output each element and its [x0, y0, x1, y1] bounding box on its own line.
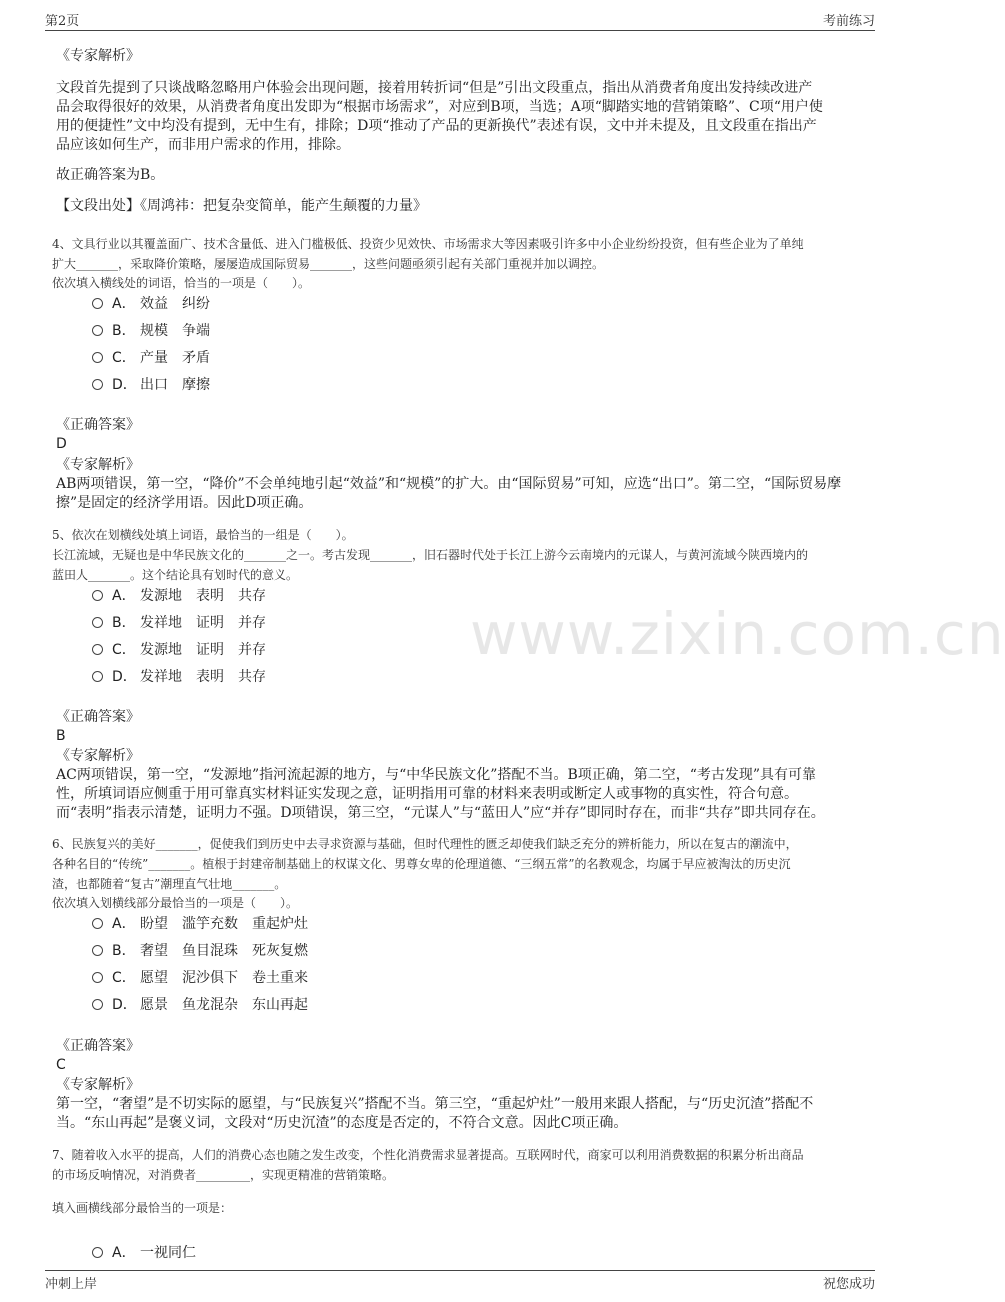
radio-icon[interactable] [92, 590, 103, 601]
q3-conclusion: 故正确答案为B。 [56, 167, 165, 183]
q4-analysis-title: 《专家解析》 [56, 457, 140, 473]
q3-analysis-line: 品应该如何生产，而非用户需求的作用，排除。 [56, 137, 350, 153]
radio-icon[interactable] [92, 379, 103, 390]
q6-option-c[interactable]: C． 愿望 泥沙俱下 卷土重来 [92, 968, 308, 988]
q6-stem-line: 依次填入划横线部分最恰当的一项是（ ）。 [52, 896, 299, 910]
q6-analysis-line: 第一空，“奢望”是不切实际的愿望，与“民族复兴”搭配不当。第三空，“重起炉灶”一般用来跟人搭配，与“历史沉渣”搭配不 [56, 1096, 814, 1112]
q4-analysis-line: AB两项错误，第一空，“降价”不会单纯地引起“效益”和“规模”的扩大。由“国际贸易”可知，应选“出口”。第二空，“国际贸易摩 [56, 476, 842, 492]
footer-right-text: 祝您成功 [822, 1277, 875, 1292]
q6-answer-title: 《正确答案》 [56, 1038, 140, 1054]
radio-icon[interactable] [92, 671, 103, 682]
q6-analysis-line: 当。“东山再起”是褒义词，文段对“历史沉渣”的态度是否定的，不符合文意。因此C项正确。 [56, 1115, 628, 1131]
q3-source: 【文段出处】《周鸿祎：把复杂变简单，能产生颠覆的力量》 [56, 198, 427, 214]
q5-stem-line: 长江流域，无疑也是中华民族文化的_______之一。考古发现_______，旧石器时代处于长江上游今云南境内的元谋人，与黄河流域今陕西境内的 [52, 548, 809, 562]
q5-option-d[interactable]: D． 发祥地 表明 共存 [92, 667, 266, 687]
radio-icon[interactable] [92, 617, 103, 628]
radio-icon[interactable] [92, 325, 103, 336]
page-header [45, 6, 875, 31]
q6-stem-line: 各种名目的“传统”_______。植根于封建帝制基础上的权谋文化、男尊女卑的伦理道德、“三纲五常”的名教观念，均属于早应被淘汰的历史沉 [52, 857, 791, 871]
q5-stem-line: 5、依次在划横线处填上词语，最恰当的一组是（ ）。 [52, 528, 354, 542]
q7-stem-line: 的市场反响情况，对消费者_________，实现更精准的营销策略。 [52, 1168, 395, 1182]
q4-stem-line: 依次填入横线处的词语，恰当的一项是（ ）。 [52, 276, 311, 290]
q5-answer: B [56, 728, 66, 744]
q4-option-c[interactable]: C． 产量 矛盾 [92, 348, 210, 368]
q5-analysis-line: 性，所填词语应侧重于用可靠真实材料证实发现之意，证明指用可靠的材料来表明或断定人或事物的真实性，符合句意。 [56, 786, 798, 802]
q5-option-a[interactable]: A． 发源地 表明 共存 [92, 586, 266, 606]
radio-icon[interactable] [92, 352, 103, 363]
page-footer [45, 1270, 875, 1297]
q7-prompt: 填入画横线部分最恰当的一项是： [52, 1201, 233, 1215]
radio-icon[interactable] [92, 918, 103, 929]
q4-option-a[interactable]: A． 效益 纠纷 [92, 294, 210, 314]
q5-option-b[interactable]: B． 发祥地 证明 并存 [92, 613, 266, 633]
q5-analysis-line: AC两项错误，第一空，“发源地”指河流起源的地方，与“中华民族文化”搭配不当。B项正确，第二空，“考古发现”具有可靠 [56, 767, 817, 783]
watermark: www.zixin.com.cn [470, 600, 1005, 668]
q6-option-d[interactable]: D． 愿景 鱼龙混杂 东山再起 [92, 995, 308, 1015]
q3-analysis-line: 文段首先提到了只谈战略忽略用户体验会出现问题，接着用转折词“但是”引出文段重点，指出从消费者角度出发持续改进产 [56, 80, 813, 96]
q5-analysis-title: 《专家解析》 [56, 748, 140, 764]
q3-analysis-line: 品会取得很好的效果，从消费者角度出发即为“根据市场需求”，对应到B项，当选；A项“脚踏实地的营销策略”、C项“用户使 [56, 99, 823, 115]
q5-stem-line: 蓝田人_______。这个结论具有划时代的意义。 [52, 568, 299, 582]
q4-answer-title: 《正确答案》 [56, 417, 140, 433]
radio-icon[interactable] [92, 972, 103, 983]
q4-answer: D [56, 436, 67, 452]
q3-analysis-line: 用的便捷性”文中均没有提到，无中生有，排除；D项“推动了产品的更新换代”表述有误，文中并未提及，且文段重在指出产 [56, 118, 817, 134]
q6-stem-line: 6、民族复兴的美好_______，促使我们到历史中去寻求资源与基础，但时代理性的匮乏却使我们缺乏充分的辨析能力，所以在复古的潮流中， [52, 837, 798, 851]
footer-left-text: 冲刺上岸 [45, 1277, 98, 1292]
q7-option-a[interactable]: A． 一视同仁 [92, 1243, 196, 1263]
q4-analysis-line: 擦”是固定的经济学用语。因此D项正确。 [56, 495, 313, 511]
q3-analysis-title: 《专家解析》 [56, 48, 140, 64]
page-number: 第2页 [45, 14, 80, 29]
q4-option-d[interactable]: D． 出口 摩擦 [92, 375, 210, 395]
radio-icon[interactable] [92, 644, 103, 655]
radio-icon[interactable] [92, 945, 103, 956]
radio-icon[interactable] [92, 999, 103, 1010]
q6-option-b[interactable]: B． 奢望 鱼目混珠 死灰复燃 [92, 941, 308, 961]
header-title: 考前练习 [822, 14, 875, 29]
radio-icon[interactable] [92, 298, 103, 309]
q5-analysis-line: 而“表明”指表示清楚，证明力不强。D项错误，第三空，“元谋人”与“蓝田人”应“并存”即同时存在，而非“共存”即共同存在。 [56, 805, 825, 821]
q7-stem-line: 7、随着收入水平的提高，人们的消费心态也随之发生改变，个性化消费需求显著提高。互联网时代，商家可以利用消费数据的积累分析出商品 [52, 1148, 804, 1162]
q4-stem-line: 4、文具行业以其覆盖面广、技术含量低、进入门槛极低、投资少见效快、市场需求大等因素吸引许多中小企业纷纷投资，但有些企业为了单纯 [52, 237, 804, 251]
q6-analysis-title: 《专家解析》 [56, 1077, 140, 1093]
radio-icon[interactable] [92, 1247, 103, 1258]
q6-stem-line: 渣，也都随着“复古”潮理直气壮地_______。 [52, 877, 287, 891]
q5-answer-title: 《正确答案》 [56, 709, 140, 725]
q6-answer: C [56, 1057, 66, 1073]
q5-option-c[interactable]: C． 发源地 证明 并存 [92, 640, 266, 660]
q4-option-b[interactable]: B． 规模 争端 [92, 321, 210, 341]
q6-option-a[interactable]: A． 盼望 滥竽充数 重起炉灶 [92, 914, 308, 934]
q4-stem-line: 扩大_______，采取降价策略，屡屡造成国际贸易_______，这些问题亟须引起有关部门重视并加以调控。 [52, 257, 605, 271]
